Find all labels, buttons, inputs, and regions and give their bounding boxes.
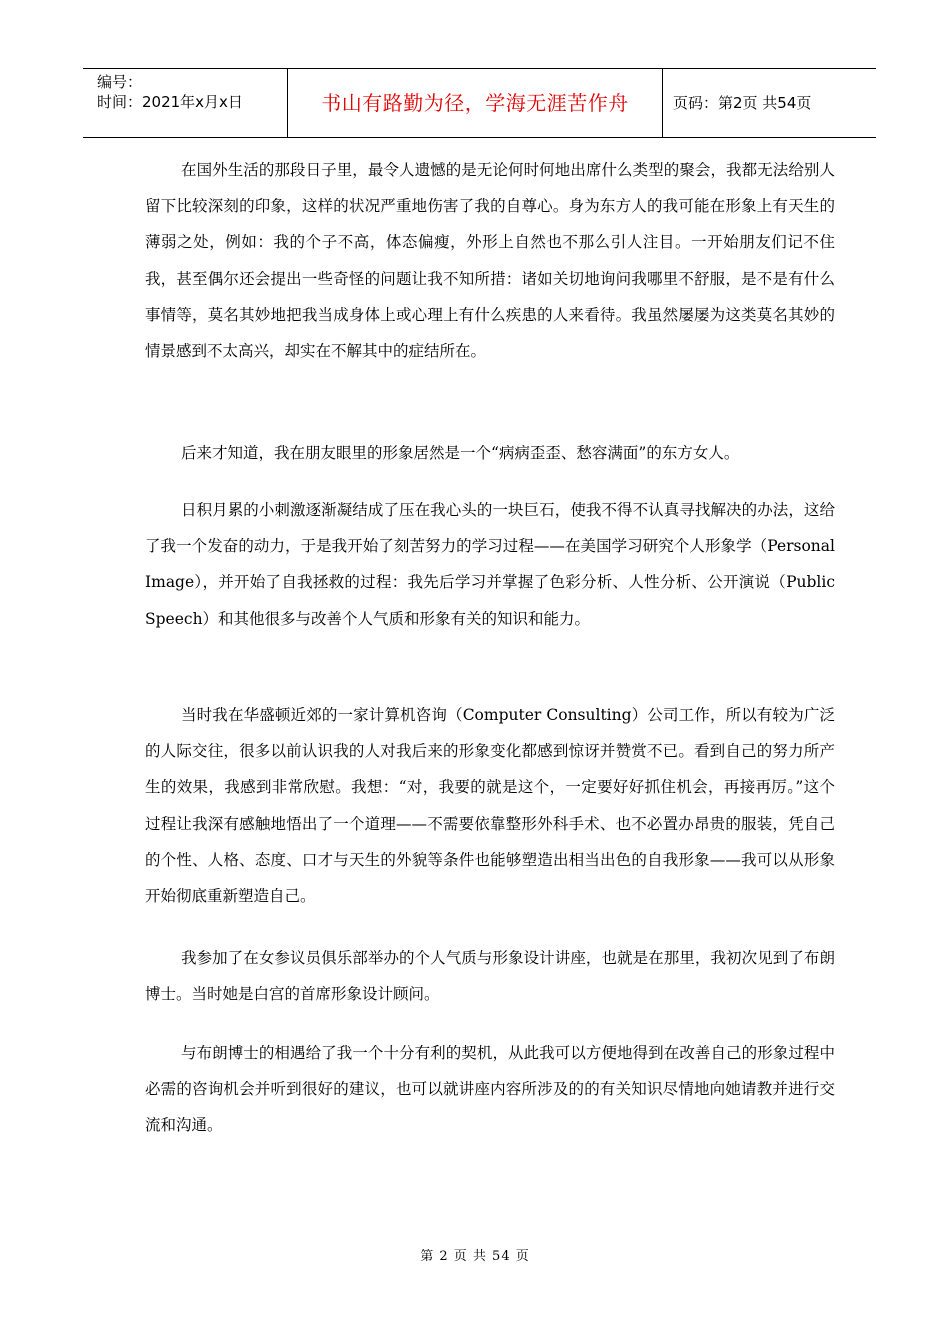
header-info-cell [83, 69, 288, 137]
paragraph-6: 与布朗博士的相遇给了我一个十分有利的契机，从此我可以方便地得到在改善自己的形象过程中必需的咨询机会并听到很好的建议，也可以就讲座内容所涉及的的有关知识尽情地向她请教并进行交流和沟通。 [145, 1044, 835, 1135]
page-number-label: 页码：第2页 共54页 [673, 94, 812, 112]
header-motto-cell [288, 69, 663, 137]
motto-text: 书山有路勤为径，学海无涯苦作舟 [321, 91, 629, 115]
paragraph-1: 在国外生活的那段日子里，最令人遗憾的是无论何时何地出席什么类型的聚会，我都无法给别人留下比较深刻的印象，这样的状况严重地伤害了我的自尊心。身为东方人的我可能在形象上有天生的薄弱之处，例如：我的个子不高，体态偏瘦，外形上自然也不那么引人注目。一开始朋友们记不住我，甚至偶尔还会提出一些奇怪的问题让我不知所措：诸如关切地询问我哪里不舒服，是不是有什么事情等，莫名其妙地把我当成身体上或心理上有什么疾患的人来看待。我虽然屡屡为这类莫名其妙的情景感到不太高兴，却实在不解其中的症结所在。 [145, 161, 835, 361]
paragraph-5: 我参加了在女参议员俱乐部举办的个人气质与形象设计讲座，也就是在那里，我初次见到了布朗博士。当时她是白宫的首席形象设计顾问。 [145, 949, 835, 1004]
page-footer: 第 2 页 共 54 页 [420, 1249, 530, 1264]
page-header [83, 68, 876, 138]
paragraph-4: 当时我在华盛顿近郊的一家计算机咨询（Computer Consulting）公司工作，所以有较为广泛的人际交往，很多以前认识我的人对我后来的形象变化都感到惊讶并赞赏不已。看到自己的努力所产生的效果，我感到非常欣慰。我想：“对，我要的就是这个，一定要好好抓住机会，再接再厉。”这个过程让我深有感触地悟出了一个道理——不需要依靠整形外科手术、也不必置办昂贵的服装，凭自己的个性、人格、态度、口才与天生的外貌等条件也能够塑造出相当出色的自我形象——我可以从形象开始彻底重新塑造自己。 [145, 706, 835, 906]
header-page-cell [663, 69, 876, 137]
paragraph-2: 后来才知道，我在朋友眼里的形象居然是一个“病病歪歪、愁容满面”的东方女人。 [181, 444, 740, 462]
number-label: 编号： [97, 73, 143, 91]
date-label: 时间：2021年x月x日 [97, 93, 243, 111]
paragraph-3: 日积月累的小刺激逐渐凝结成了压在我心头的一块巨石，使我不得不认真寻找解决的办法，这给了我一个发奋的动力，于是我开始了刻苦努力的学习过程——在美国学习研究个人形象学（Personal Image），并开始了自我拯救的过程：我先后学习并掌握了色彩分析、人性分析、公开演说（Public Speech）和其他很多与改善个人气质和形象有关的知识和能力。 [145, 501, 835, 628]
